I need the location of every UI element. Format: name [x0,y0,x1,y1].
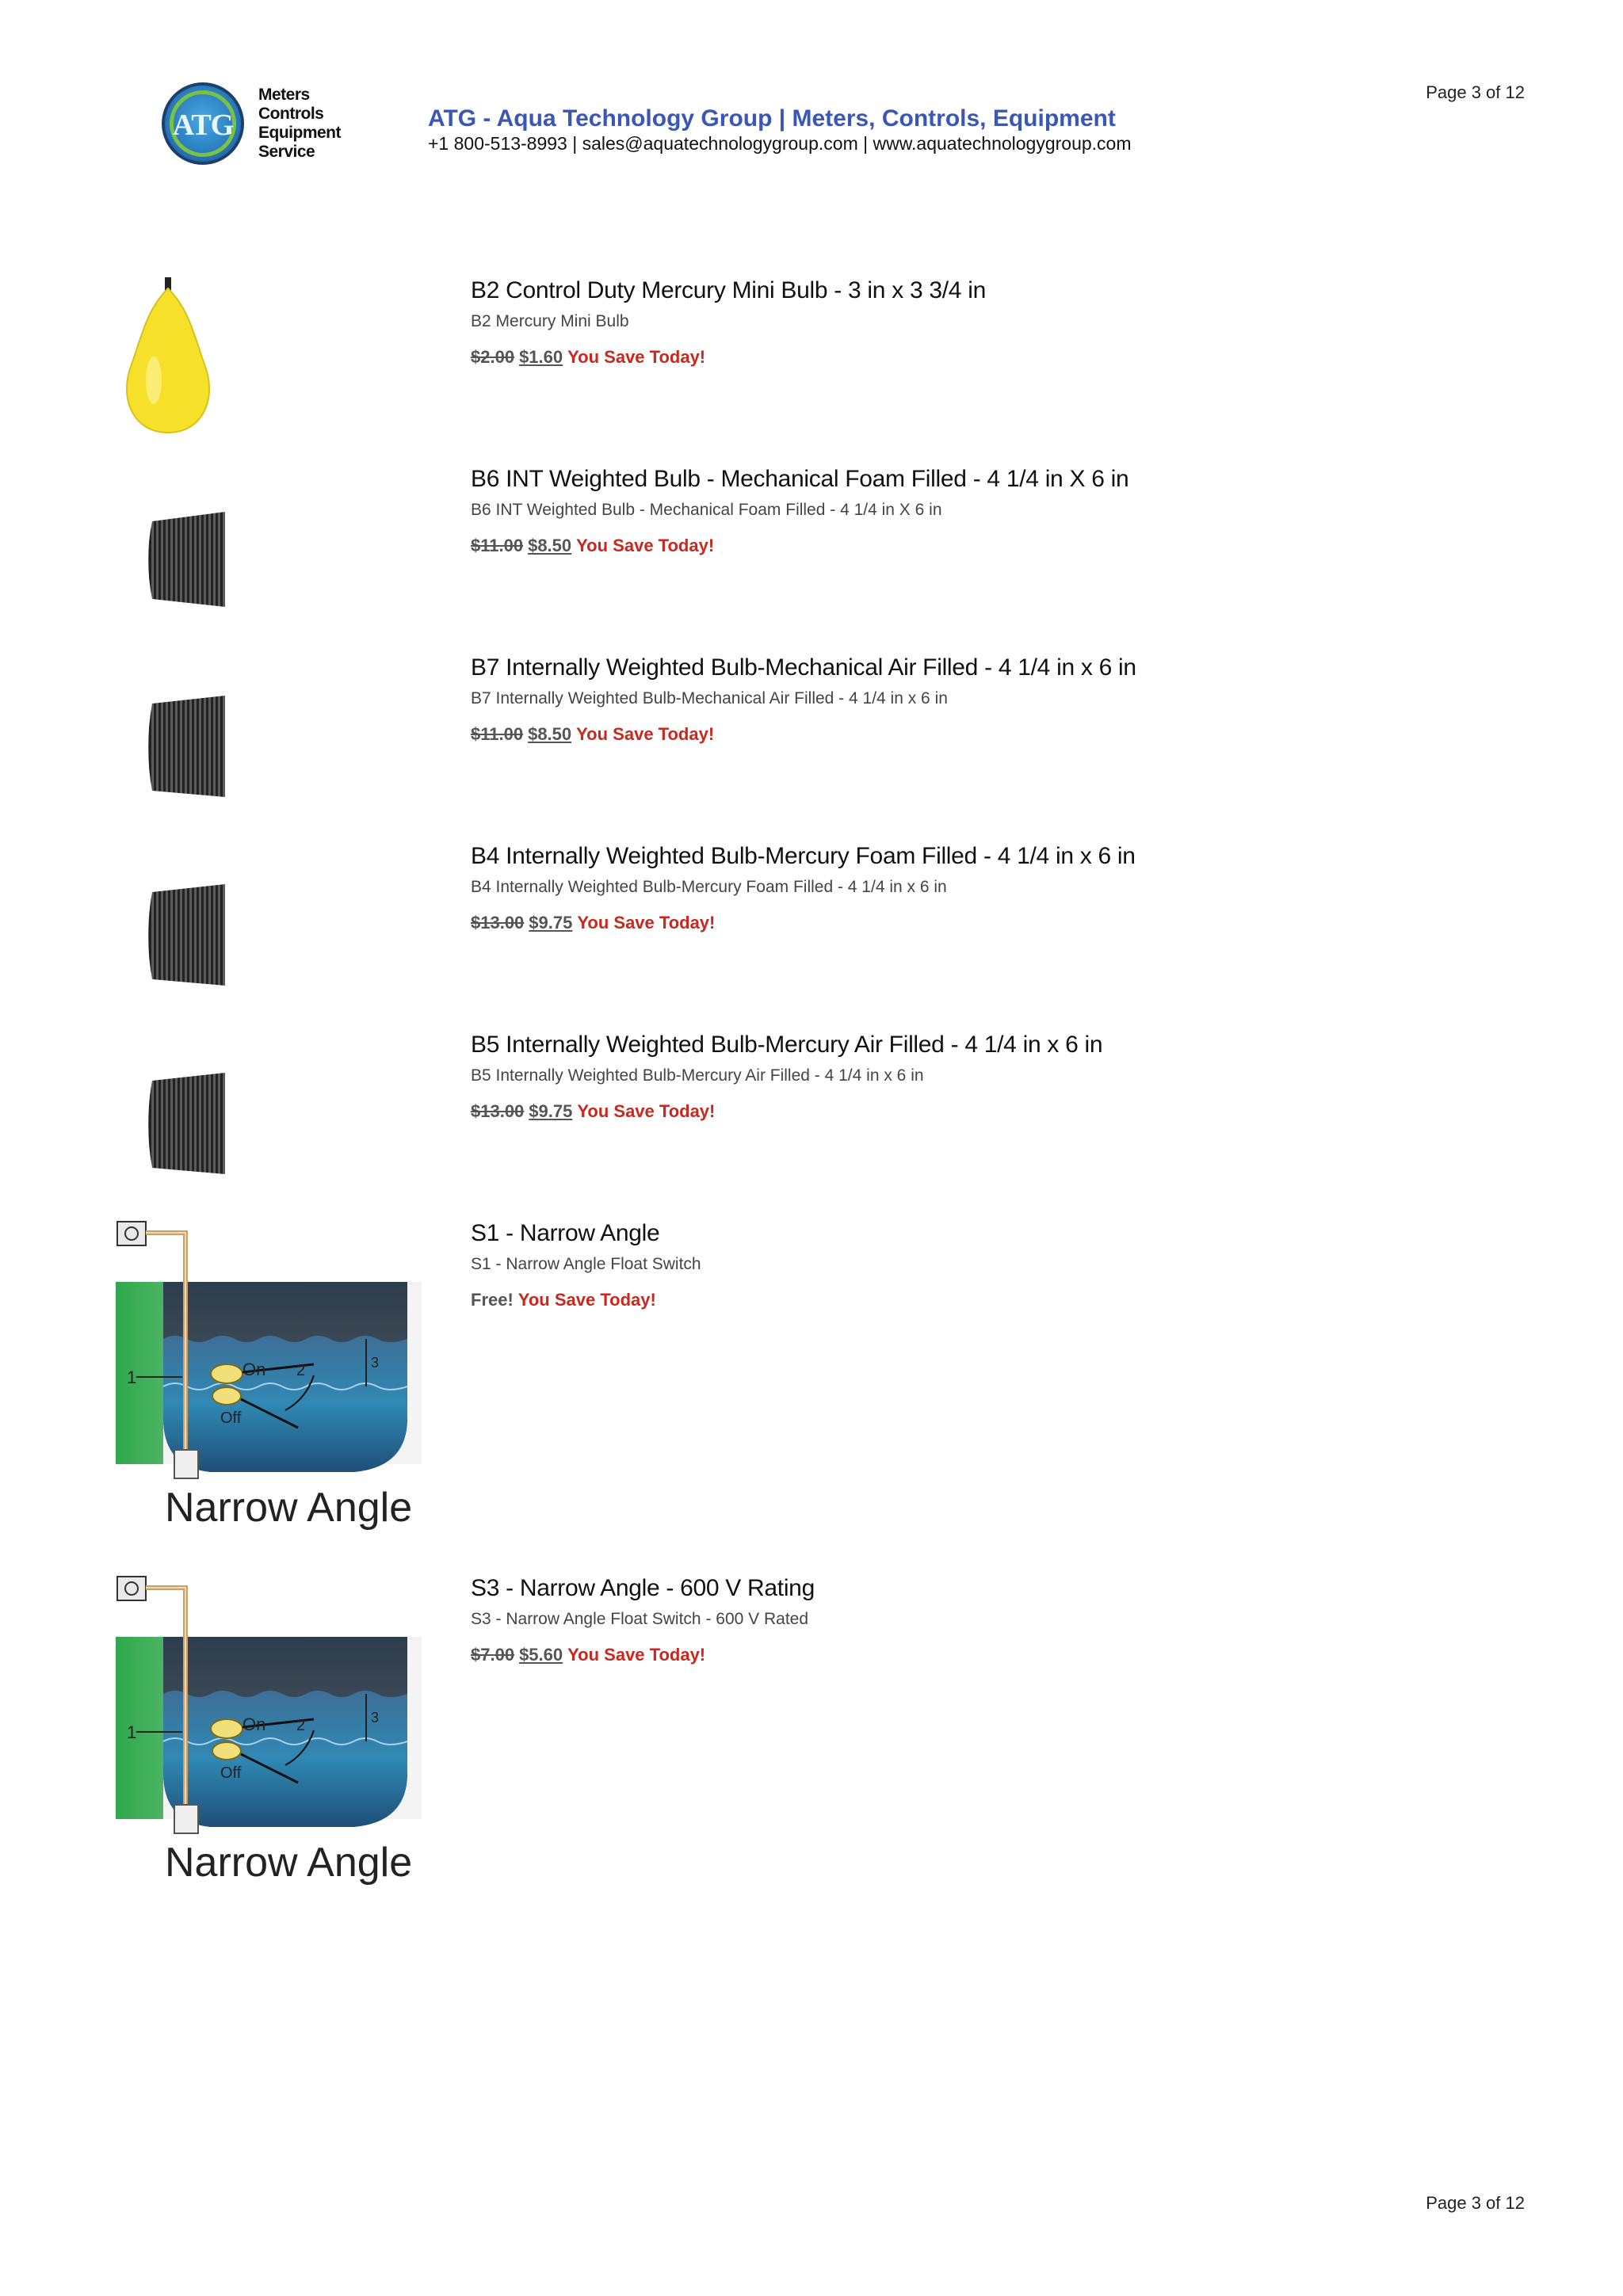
logo-word: Controls [258,105,324,123]
logo-words [258,86,341,162]
price-line [471,1101,715,1122]
diagram-on-label: On [242,1360,266,1379]
diagram-label-3: 3 [371,1355,380,1371]
logo-word: Meters [258,86,310,104]
save-label: You Save Today! [577,913,716,933]
diagram-caption: Narrow Angle [165,1840,413,1886]
new-price: $8.50 [528,724,572,744]
product-description: B7 Internally Weighted Bulb-Mechanical Air Filled - 4 1/4 in x 6 in [471,689,948,707]
logo-globe-icon [162,82,244,165]
diagram-off-label: Off [220,1409,242,1427]
old-price: $11.00 [471,724,524,744]
free-label: Free! [471,1290,514,1310]
yellow-bulb-image [116,277,227,436]
company-logo [162,82,346,170]
logo-word: Equipment [258,124,341,142]
new-price: $8.50 [528,536,572,555]
product-name[interactable]: B4 Internally Weighted Bulb-Mercury Foam Filled - 4 1/4 in x 6 in [471,843,1136,869]
product-name[interactable]: S1 - Narrow Angle [471,1220,660,1246]
diagram-label-1: 1 [127,1367,137,1387]
page-number-bottom: Page 3 of 12 [1426,2193,1525,2213]
price-line [471,347,705,368]
product-description: B4 Internally Weighted Bulb-Mercury Foam Filled - 4 1/4 in x 6 in [471,878,947,896]
product-description: B6 INT Weighted Bulb - Mechanical Foam Filled - 4 1/4 in X 6 in [471,501,942,519]
diagram-caption: Narrow Angle [165,1485,413,1531]
ribbed-bulb-image [116,1032,227,1190]
ribbed-bulb-image [116,654,227,813]
save-label: You Save Today! [567,1645,706,1665]
product-name[interactable]: B5 Internally Weighted Bulb-Mercury Air Filled - 4 1/4 in x 6 in [471,1032,1103,1058]
header-title: ATG - Aqua Technology Group | Meters, Controls, Equipment [428,105,1116,132]
ribbed-bulb-image [116,843,227,1001]
price-line [471,913,715,933]
narrow-angle-diagram [116,1575,422,1886]
diagram-label-3: 3 [371,1710,380,1726]
old-price: $2.00 [471,347,515,367]
new-price: $9.75 [529,1101,573,1121]
price-line [471,1645,705,1665]
logo-text: ATG [172,109,234,142]
old-price: $13.00 [471,1101,525,1121]
price-line [471,724,714,745]
product-name[interactable]: B7 Internally Weighted Bulb-Mechanical Air Filled - 4 1/4 in x 6 in [471,654,1136,681]
save-label: You Save Today! [567,347,706,367]
save-label: You Save Today! [576,724,715,744]
diagram-label-1: 1 [127,1722,137,1742]
price-line [471,536,714,556]
narrow-angle-diagram [116,1220,422,1531]
old-price: $7.00 [471,1645,515,1665]
new-price: $1.60 [519,347,563,367]
old-price: $13.00 [471,913,525,933]
save-label: You Save Today! [576,536,715,555]
page-number-top: Page 3 of 12 [1426,82,1525,102]
diagram-on-label: On [242,1714,266,1734]
product-name[interactable]: B2 Control Duty Mercury Mini Bulb - 3 in x 3 3/4 in [471,277,986,303]
new-price: $9.75 [529,913,573,933]
product-name[interactable]: B6 INT Weighted Bulb - Mechanical Foam Filled - 4 1/4 in X 6 in [471,466,1129,492]
product-description: B5 Internally Weighted Bulb-Mercury Air Filled - 4 1/4 in x 6 in [471,1066,924,1085]
header-contact: +1 800-513-8993 | sales@aquatechnologygroup.com | www.aquatechnologygroup.com [428,133,1132,154]
diagram-label-2: 2 [296,1362,306,1379]
save-label: You Save Today! [577,1101,716,1121]
new-price: $5.60 [519,1645,563,1665]
old-price: $11.00 [471,536,524,555]
product-name[interactable]: S3 - Narrow Angle - 600 V Rating [471,1575,815,1601]
ribbed-bulb-image [116,466,227,624]
diagram-off-label: Off [220,1764,242,1782]
logo-word: Service [258,143,315,161]
product-description: S1 - Narrow Angle Float Switch [471,1255,701,1273]
save-label: You Save Today! [517,1290,656,1310]
product-description: S3 - Narrow Angle Float Switch - 600 V Rated [471,1610,809,1628]
price-line [471,1290,656,1310]
diagram-label-2: 2 [296,1717,306,1734]
product-description: B2 Mercury Mini Bulb [471,312,629,330]
